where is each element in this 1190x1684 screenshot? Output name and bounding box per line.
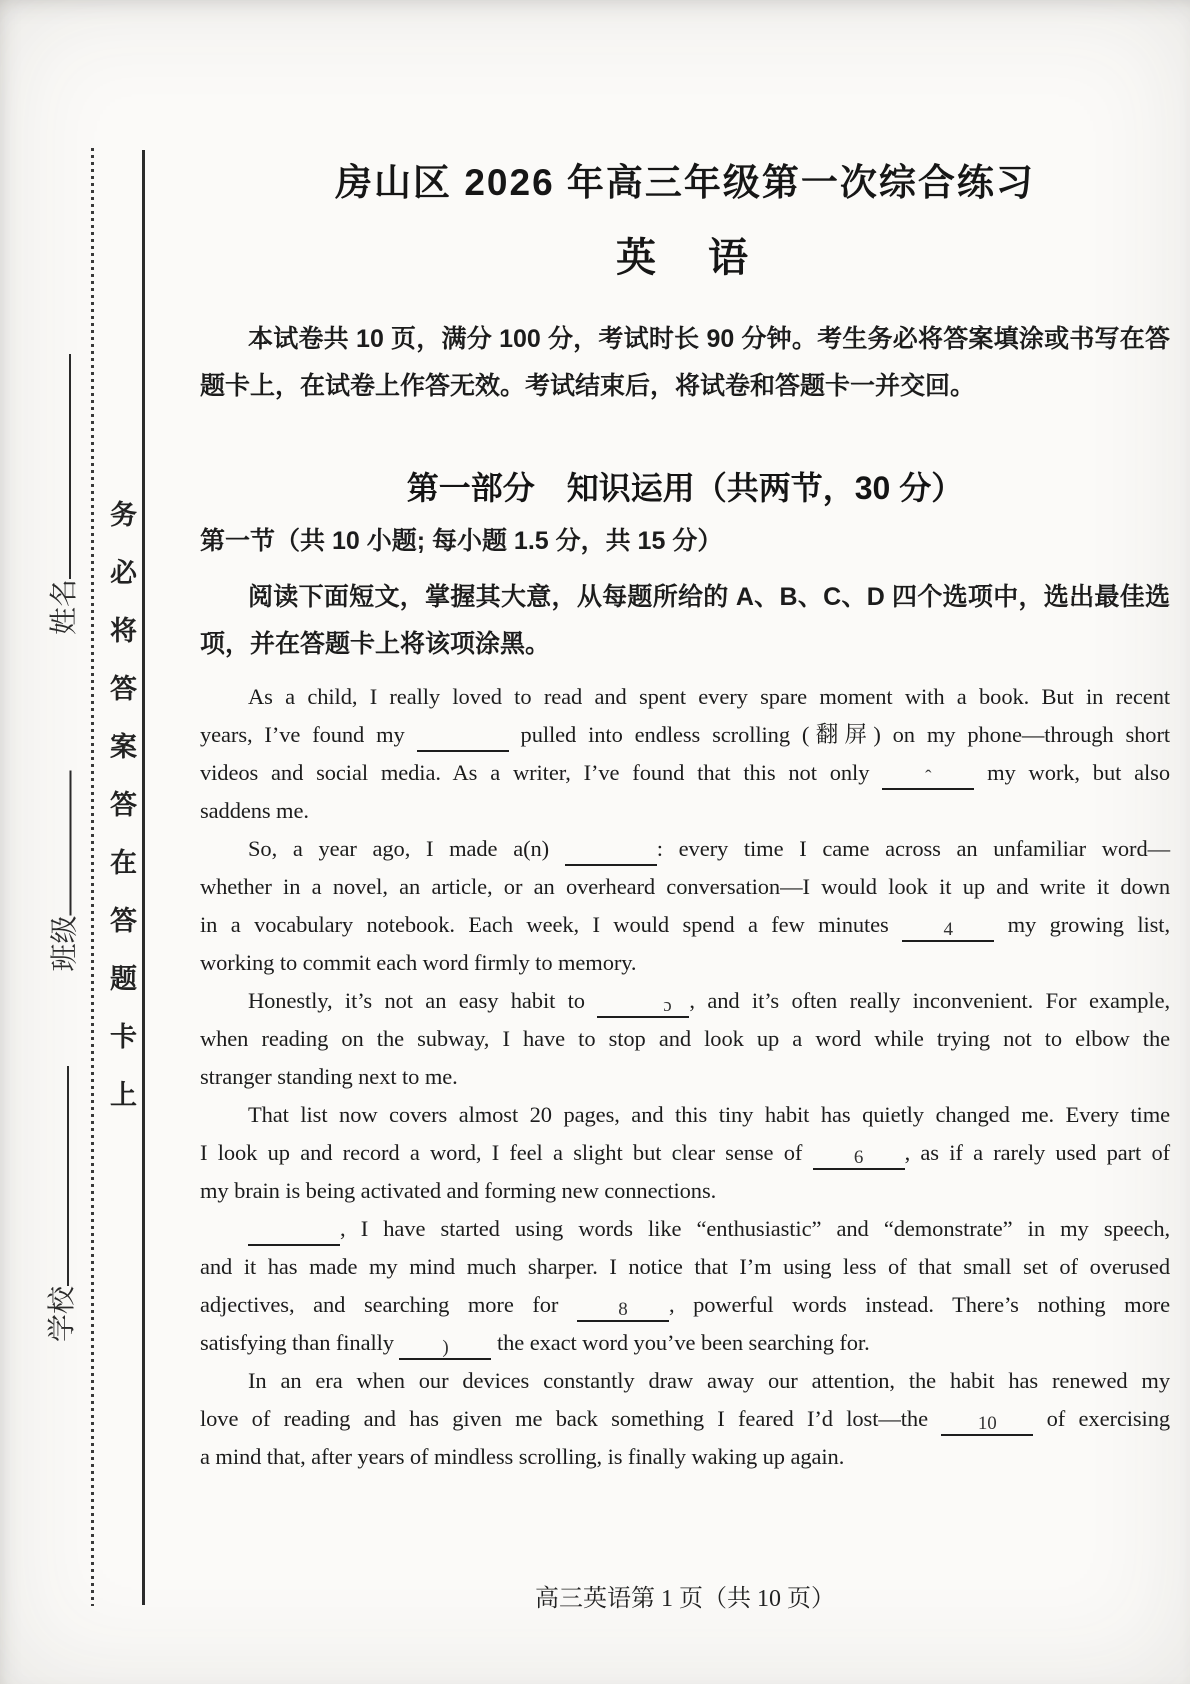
passage-line: That list now covers almost 20 pages, and this tiny habit has quietly changed me. Every time xyxy=(248,1102,1170,1127)
section-instruction xyxy=(200,574,1170,668)
passage-line: saddens me. xyxy=(200,798,309,823)
cloze-blank-number: 4 xyxy=(943,919,953,940)
school-label-text: 学校 xyxy=(47,1285,78,1342)
passage-line: adjectives, and searching more for 8 , powerful words instead. There’s nothing more xyxy=(200,1292,1170,1320)
passage-line: I look up and record a word, I feel a slight but clear sense of 6 , as if a rarely used part of xyxy=(200,1140,1170,1168)
seal-solid-line xyxy=(142,150,145,1605)
cloze-passage xyxy=(200,678,1170,1476)
seal-instruction-vertical: 务必将答案答在答题卡上 xyxy=(106,500,136,1138)
passage-line: love of reading and has given me back something I feared I’d lost—the 10 of exercising xyxy=(200,1406,1171,1434)
passage-line: a mind that, after years of mindless scrolling, is finally waking up again. xyxy=(200,1444,845,1469)
subject-title: 英 语 xyxy=(616,236,754,280)
passage-line: when reading on the subway, I have to stop and look up a word while trying not to elbow the xyxy=(200,1026,1170,1051)
class-label-text: 班级 xyxy=(49,915,81,972)
school-field-label xyxy=(40,1052,80,1342)
passage-line: As a child, I really loved to read and spent every spare moment with a book. But in recent xyxy=(248,684,1170,709)
section-one-heading: 第一节（共 10 小题; 每小题 1.5 分，共 15 分） xyxy=(200,527,723,555)
passage-line: , I have started using words like “enthusiastic” and “demonstrate” in my speech, xyxy=(200,1210,1170,1248)
cloze-blank-number: 6 xyxy=(853,1147,864,1168)
passage-line: So, a year ago, I made a(n) : every time I came across an unfamiliar word— xyxy=(200,830,1170,868)
cloze-blank-7 xyxy=(248,1221,340,1246)
seal-dotted-line xyxy=(91,148,94,1606)
cloze-blank-2 xyxy=(882,765,974,790)
passage-line: my brain is being activated and forming new connections. xyxy=(200,1178,717,1203)
exam-notice-line: 题卡上，在试卷上作答无效。考试结束后，将试卷和答题卡一并交回。 xyxy=(200,372,976,400)
part-one-heading: 第一部分 知识运用（共两节，30 分） xyxy=(406,470,964,506)
cloze-blank-9 xyxy=(399,1335,491,1360)
exam-notice-line: 本试卷共 10 页，满分 100 分，考试时长 90 分钟。考生务必将答案填涂或书写在答 xyxy=(248,325,1170,353)
class-blank-line xyxy=(70,770,72,915)
passage-line: whether in a novel, an article, or an overheard conversation—I would look it up and write it down xyxy=(200,874,1170,899)
cloze-blank-5 xyxy=(597,993,689,1018)
cloze-blank-4 xyxy=(902,917,994,942)
school-blank-line xyxy=(67,1066,69,1286)
cloze-blank-number: 10 xyxy=(977,1413,997,1434)
cloze-blank-number: ɔ xyxy=(663,995,672,1016)
passage-line: Honestly, it’s not an easy habit to ɔ , and it’s often really inconvenient. For example, xyxy=(248,988,1170,1016)
cloze-blank-number xyxy=(460,729,465,750)
cloze-blank-8 xyxy=(577,1297,669,1322)
exam-title: 房山区 2026 年高三年级第一次综合练习 xyxy=(335,162,1035,203)
cloze-blank-number: 8 xyxy=(618,1299,628,1320)
cloze-blank-number: ˆ xyxy=(925,767,932,788)
name-blank-line xyxy=(69,354,71,579)
name-field-label xyxy=(42,339,82,635)
section-instruction-line: 项，并在答题卡上将该项涂黑。 xyxy=(200,630,551,658)
section-instruction-line: 阅读下面短文，掌握其大意，从每题所给的 A、B、C、D 四个选项中，选出最佳选 xyxy=(248,583,1170,611)
passage-line: videos and social media. As a writer, I’ve found that this not only ˆ my work, but also xyxy=(200,760,1170,788)
cloze-blank-1 xyxy=(417,727,509,752)
cloze-blank-number xyxy=(316,1223,321,1244)
cloze-blank-6 xyxy=(813,1145,905,1170)
passage-line: and it has made my mind much sharper. I notice that I’m using less of that small set of overused xyxy=(200,1254,1170,1279)
cloze-blank-number: ) xyxy=(442,1337,449,1358)
passage-line: satisfying than finally ) the exact word you’ve been searching for. xyxy=(200,1330,870,1358)
page-footer: 高三英语第 1 页（共 10 页） xyxy=(535,1586,835,1612)
passage-line: In an era when our devices constantly draw away our attention, the habit has renewed my xyxy=(248,1368,1170,1393)
name-label-text: 姓名 xyxy=(49,578,80,635)
passage-line: years, I’ve found my pulled into endless scrolling (翻屏) on my phone—through short xyxy=(200,716,1170,754)
exam-notice xyxy=(200,316,1170,410)
passage-line: stranger standing next to me. xyxy=(200,1064,458,1089)
cloze-blank-10 xyxy=(941,1411,1033,1436)
cloze-blank-number xyxy=(632,843,637,864)
cloze-blank-3 xyxy=(565,841,657,866)
class-field-label xyxy=(43,757,83,972)
passage-line: in a vocabulary notebook. Each week, I would spend a few minutes 4 my growing list, xyxy=(200,912,1170,940)
passage-line: working to commit each word firmly to memory. xyxy=(200,950,637,975)
